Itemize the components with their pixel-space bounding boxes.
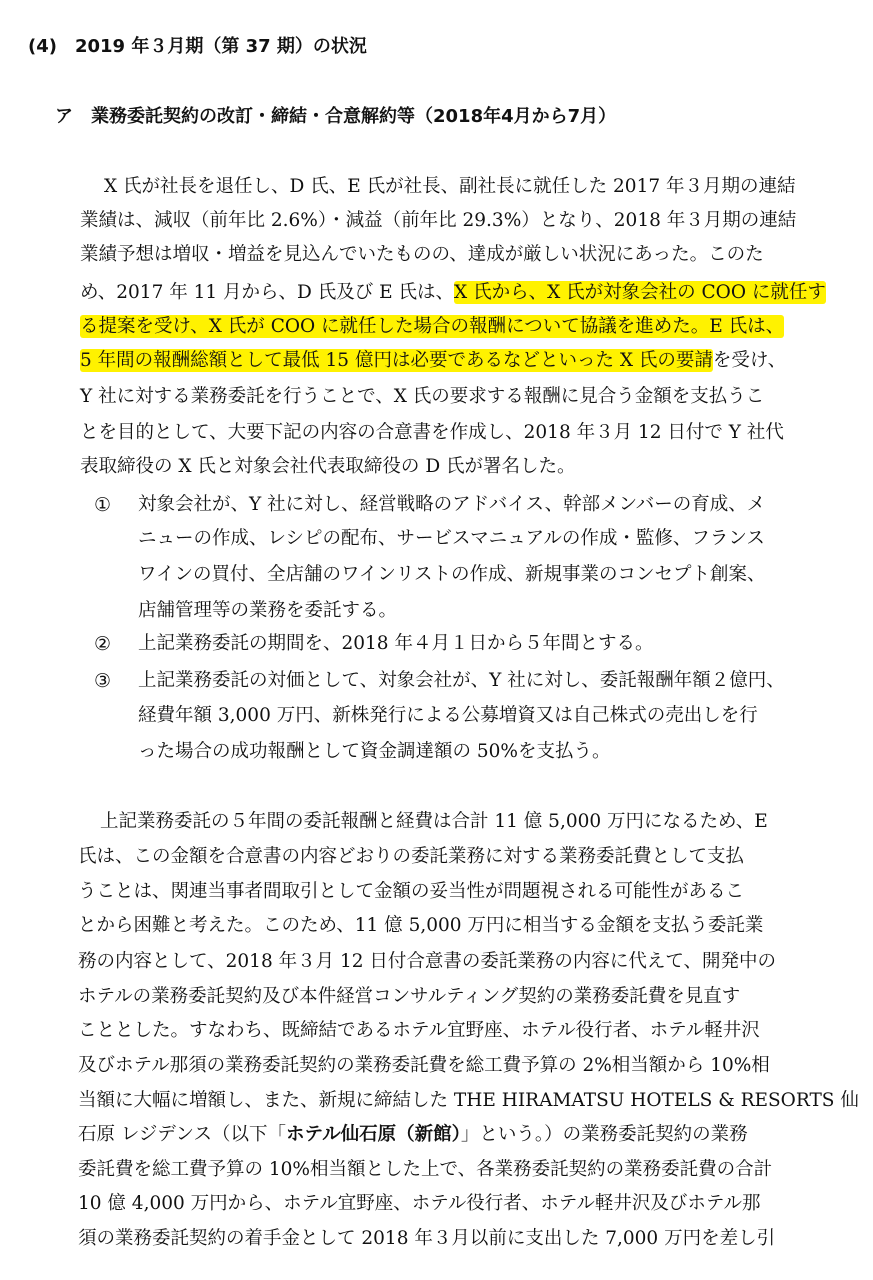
list-item-line: 店舗管理等の業務を委託する。 [138, 600, 398, 621]
para1-line: Y 社に対する業務委託を行うことで、X 氏の要求する報酬に見合う金額を支払うこ [80, 386, 765, 407]
para2-line: うことは、関連当事者間取引として金額の妥当性が問題視される可能性があるこ [78, 881, 745, 902]
highlighted-text: る提案を受け、X 氏が COO に就任した場合の報酬について協議を進めた。E 氏は、 [80, 316, 785, 337]
para1-text: を受け、 [712, 350, 787, 371]
para2-text: 」という。）の業務委託契約の業務 [460, 1124, 748, 1145]
highlighted-text: 5 年間の報酬総額として最低 15 億円は必要であるなどといった X 氏の要請 [80, 350, 713, 371]
para2-text: 石原 レジデンス（以下「 [78, 1124, 286, 1145]
para1-line: 業績は、減収（前年比 2.6%）・減益（前年比 29.3%）となり、2018 年３月期の連結 [80, 210, 797, 231]
defined-term: ホテル仙石原（新館） [286, 1124, 461, 1145]
para2-line [78, 1118, 748, 1152]
para2-line: こととした。すなわち、既締結であるホテル宜野座、ホテル役行者、ホテル軽井沢 [78, 1020, 760, 1041]
highlighted-text: X 氏から、X 氏が対象会社の COO に就任す [454, 282, 826, 303]
list-item-line: ニューの作成、レシピの配布、サービスマニュアルの作成・監修、フランス [138, 528, 765, 549]
list-item-marker: ① [94, 494, 112, 516]
list-item-line: 上記業務委託の期間を、2018 年４月１日から５年間とする。 [138, 633, 654, 654]
para2-line: 委託費を総工費予算の 10%相当額とした上で、各業務委託契約の業務委託費の合計 [78, 1159, 773, 1180]
para1-line [80, 344, 786, 378]
para1-line [80, 276, 826, 310]
para1-line [80, 310, 784, 344]
list-item-marker: ③ [94, 670, 112, 692]
para1-line: 業績予想は増収・増益を見込んでいたものの、達成が厳しい状況にあった。このた [80, 244, 764, 265]
para1-line: 表取締役の X 氏と対象会社代表取締役の D 氏が署名した。 [80, 456, 576, 477]
section-heading: (4) 2019 年３月期（第 37 期）の状況 [28, 36, 367, 57]
list-item-line: った場合の成功報酬として資金調達額の 50%を支払う。 [138, 741, 611, 762]
para1-line: X 氏が社長を退任し、D 氏、E 氏が社長、副社長に就任した 2017 年３月期の連結 [104, 176, 796, 197]
para1-text: め、2017 年 11 月から、D 氏及び E 氏は、 [80, 282, 455, 303]
para2-line: 上記業務委託の５年間の委託報酬と経費は合計 11 億 5,000 万円になるため、E [100, 811, 768, 832]
para2-line: ホテルの業務委託契約及び本件経営コンサルティング契約の業務委託費を見直す [78, 986, 741, 1007]
para2-line: 須の業務委託契約の着手金として 2018 年３月以前に支出した 7,000 万円を差し引 [78, 1228, 776, 1249]
subsection-heading: ア 業務委託契約の改訂・締結・合意解約等（2018年4月から7月） [55, 106, 617, 127]
para1-line: とを目的として、大要下記の内容の合意書を作成し、2018 年３月 12 日付で Y 社代 [80, 422, 784, 443]
list-item-line: 経費年額 3,000 万円、新株発行による公募増資又は自己株式の売出しを行 [138, 705, 758, 726]
list-item-line: 対象会社が、Y 社に対し、経営戦略のアドバイス、幹部メンバーの育成、メ [138, 494, 766, 515]
para2-line: 及びホテル那須の業務委託契約の業務委託費を総工費予算の 2%相当額から 10%相 [78, 1055, 770, 1076]
para2-line: とから困難と考えた。このため、11 億 5,000 万円に相当する金額を支払う委託業 [78, 915, 764, 936]
list-item-marker: ② [94, 633, 112, 655]
list-item-line: 上記業務委託の対価として、対象会社が、Y 社に対し、委託報酬年額２億円、 [138, 670, 785, 691]
para2-line: 氏は、この金額を合意書の内容どおりの委託業務に対する業務委託費として支払 [78, 846, 745, 867]
para2-line: 10 億 4,000 万円から、ホテル宜野座、ホテル役行者、ホテル軽井沢及びホテル那 [78, 1193, 761, 1214]
para2-line: 当額に大幅に増額し、また、新規に締結した THE HIRAMATSU HOTELS & RESORTS 仙 [78, 1090, 859, 1111]
para2-line: 務の内容として、2018 年３月 12 日付合意書の委託業務の内容に代えて、開発中の [78, 951, 777, 972]
list-item-line: ワインの買付、全店舗のワインリストの作成、新規事業のコンセプト創案、 [138, 564, 766, 585]
